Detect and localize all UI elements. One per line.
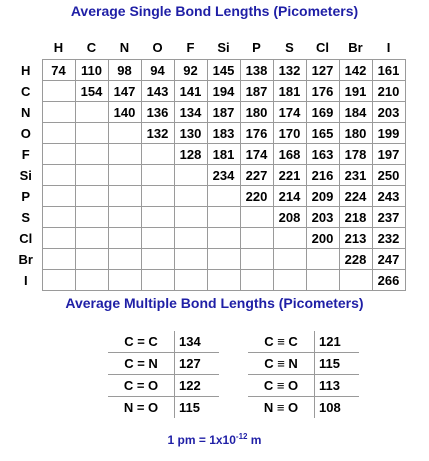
- bond-length-cell: [108, 123, 141, 144]
- bond-length-cell: [207, 228, 240, 249]
- table-row: [248, 375, 359, 397]
- table-row: [10, 186, 405, 207]
- bond-length-cell: 227: [240, 165, 273, 186]
- bond-length-cell: [42, 144, 75, 165]
- column-header: C: [86, 40, 97, 55]
- bond-length-cell: [141, 249, 174, 270]
- bond-length-cell: 142: [339, 60, 372, 81]
- table-row: [248, 331, 359, 353]
- row-header: H: [21, 62, 31, 78]
- bond-length-cell: 168: [273, 144, 306, 165]
- bond-length-cell: [108, 228, 141, 249]
- bond-length-cell: 199: [372, 123, 405, 144]
- bond-length-cell: [306, 270, 339, 291]
- bond-length-cell: 184: [339, 102, 372, 123]
- table-row: [248, 353, 359, 375]
- bond-length-cell: [141, 186, 174, 207]
- column-header: P: [252, 40, 261, 55]
- double-bond-table: [108, 331, 219, 418]
- bond-length-cell: [42, 270, 75, 291]
- bond-length-cell: [108, 186, 141, 207]
- bond-length-cell: [42, 165, 75, 186]
- bond-length: 113: [315, 375, 360, 397]
- bond-length-cell: [207, 186, 240, 207]
- bond-length-cell: [42, 249, 75, 270]
- bond-length: 127: [175, 353, 220, 375]
- bond-length-cell: [174, 207, 207, 228]
- bond-length: 122: [175, 375, 220, 397]
- bond-length: 121: [319, 334, 341, 349]
- bond-length-cell: 134: [174, 102, 207, 123]
- table-row: [10, 207, 405, 228]
- bond-length-cell: [42, 123, 75, 144]
- column-header: F: [186, 40, 195, 55]
- column-header: I: [386, 40, 391, 55]
- bond-length-cell: 132: [273, 60, 306, 81]
- bond-length-cell: [174, 270, 207, 291]
- bond-length-cell: 174: [273, 102, 306, 123]
- bond-length-cell: 141: [174, 81, 207, 102]
- bond-length-cell: 191: [339, 81, 372, 102]
- table-row: [108, 353, 219, 375]
- bond-length-cell: 266: [372, 270, 405, 291]
- bond-length-cell: 232: [372, 228, 405, 249]
- table-row: [248, 397, 359, 419]
- bond-length-cell: 165: [306, 123, 339, 144]
- bond-length-cell: 128: [174, 144, 207, 165]
- bond-length-cell: [240, 270, 273, 291]
- bond-length-cell: 176: [306, 81, 339, 102]
- table-row: [10, 270, 405, 291]
- bond-length-cell: [75, 186, 108, 207]
- bond-length-cell: [108, 249, 141, 270]
- bond-length-cell: [339, 270, 372, 291]
- bond-length-cell: [42, 228, 75, 249]
- bond-length-cell: 130: [174, 123, 207, 144]
- bond-length-cell: 161: [372, 60, 405, 81]
- bond-length-cell: 203: [306, 207, 339, 228]
- column-header: O: [152, 40, 163, 55]
- bond-length-cell: [141, 144, 174, 165]
- bond-length-cell: [240, 207, 273, 228]
- corner-cell: [10, 36, 42, 60]
- bond-length-cell: 209: [306, 186, 339, 207]
- table-row: [10, 60, 405, 81]
- bond-length-cell: 210: [372, 81, 405, 102]
- table-row: [108, 375, 219, 397]
- bond-length-cell: [75, 165, 108, 186]
- bond-length-cell: 178: [339, 144, 372, 165]
- bond-length-cell: 176: [240, 123, 273, 144]
- bond-length-cell: 170: [273, 123, 306, 144]
- bond-length-cell: [75, 207, 108, 228]
- bond-length-cell: 200: [306, 228, 339, 249]
- unit-note-main: 1 pm = 1x10: [167, 433, 236, 447]
- bond-length-cell: [174, 228, 207, 249]
- bond-length-cell: 243: [372, 186, 405, 207]
- table-row: [10, 165, 405, 186]
- row-header: P: [21, 188, 31, 204]
- unit-note-exponent: -12: [235, 432, 248, 441]
- bond-length-cell: 140: [108, 102, 141, 123]
- bond-length-cell: 136: [141, 102, 174, 123]
- bond-length-cell: 138: [240, 60, 273, 81]
- bond-length-cell: [207, 249, 240, 270]
- bond-length-cell: [108, 165, 141, 186]
- row-header: O: [20, 125, 31, 141]
- bond-length-cell: 147: [108, 81, 141, 102]
- bond-length: 115: [315, 353, 360, 375]
- bond-length-cell: [273, 249, 306, 270]
- triple-bond-table: [248, 331, 359, 418]
- bond-length-cell: [42, 186, 75, 207]
- table-row: [108, 397, 219, 419]
- bond-length-cell: [306, 249, 339, 270]
- bond-length-cell: 250: [372, 165, 405, 186]
- bond-length-cell: [75, 144, 108, 165]
- bond-length-cell: 234: [207, 165, 240, 186]
- bond-length-cell: [141, 207, 174, 228]
- table-row: [10, 123, 405, 144]
- bond-length-cell: 154: [75, 81, 108, 102]
- table-row: [10, 228, 405, 249]
- bond-length-cell: [207, 270, 240, 291]
- bond-length-cell: 180: [240, 102, 273, 123]
- bond-length-cell: [240, 249, 273, 270]
- bond-length-cell: 169: [306, 102, 339, 123]
- bond-length-cell: [75, 102, 108, 123]
- bond-length-cell: [75, 228, 108, 249]
- column-header-row: [10, 36, 405, 60]
- bond-length-cell: [141, 228, 174, 249]
- row-header: N: [21, 104, 31, 120]
- bond-label: C = C: [108, 331, 175, 353]
- bond-length-cell: 181: [273, 81, 306, 102]
- bond-length-cell: 92: [174, 60, 207, 81]
- bond-label: C = O: [108, 375, 175, 397]
- bond-label: C ≡ C: [248, 331, 315, 353]
- bond-length-cell: 231: [339, 165, 372, 186]
- bond-length-cell: 203: [372, 102, 405, 123]
- multiple-bond-title: Average Multiple Bond Lengths (Picometers): [65, 295, 364, 311]
- bond-length: 134: [179, 334, 201, 349]
- unit-note: [0, 432, 429, 447]
- bond-length-cell: 208: [273, 207, 306, 228]
- bond-length-cell: 181: [207, 144, 240, 165]
- column-header: S: [285, 40, 294, 55]
- bond-length-cell: 237: [372, 207, 405, 228]
- bond-length-cell: 98: [108, 60, 141, 81]
- bond-length-cell: 220: [240, 186, 273, 207]
- bond-length-cell: [207, 207, 240, 228]
- bond-length-cell: 183: [207, 123, 240, 144]
- bond-length-cell: [174, 249, 207, 270]
- row-header: S: [21, 209, 31, 225]
- bond-length-cell: [42, 207, 75, 228]
- bond-length-cell: [174, 165, 207, 186]
- column-header: Si: [217, 40, 230, 55]
- bond-length-cell: 218: [339, 207, 372, 228]
- bond-length-cell: [75, 270, 108, 291]
- bond-length-cell: 214: [273, 186, 306, 207]
- row-header: F: [21, 146, 30, 162]
- bond-length-cell: [75, 123, 108, 144]
- bond-length-cell: [273, 270, 306, 291]
- bond-length-cell: [108, 144, 141, 165]
- bond-length-cell: [42, 81, 75, 102]
- table-row: [10, 249, 405, 270]
- bond-length-cell: 228: [339, 249, 372, 270]
- bond-length-cell: 163: [306, 144, 339, 165]
- bond-label: C = N: [108, 353, 175, 375]
- row-header: Br: [18, 251, 33, 267]
- bond-length-cell: 180: [339, 123, 372, 144]
- bond-length-cell: 74: [42, 60, 75, 81]
- column-header: Br: [348, 40, 363, 55]
- bond-length-cell: 174: [240, 144, 273, 165]
- bond-length-cell: 213: [339, 228, 372, 249]
- bond-length-cell: [141, 165, 174, 186]
- bond-length: 115: [175, 397, 220, 419]
- table-row: [10, 102, 405, 123]
- bond-label: N = O: [108, 397, 175, 419]
- bond-length-cell: 194: [207, 81, 240, 102]
- column-header: N: [119, 40, 130, 55]
- bond-length-cell: 197: [372, 144, 405, 165]
- bond-length-cell: 132: [141, 123, 174, 144]
- bond-length-cell: 187: [207, 102, 240, 123]
- bond-length-cell: 247: [372, 249, 405, 270]
- bond-length-cell: [273, 228, 306, 249]
- table-row: [10, 144, 405, 165]
- bond-length-cell: 145: [207, 60, 240, 81]
- single-bond-title: Average Single Bond Lengths (Picometers): [70, 3, 359, 19]
- bond-length: 108: [315, 397, 360, 419]
- bond-length-cell: [141, 270, 174, 291]
- bond-length-cell: 127: [306, 60, 339, 81]
- unit-note-unit: m: [247, 433, 262, 447]
- single-bond-table: [10, 36, 406, 291]
- row-header: Cl: [19, 230, 33, 246]
- bond-label: N ≡ O: [248, 397, 315, 419]
- bond-length-cell: [240, 228, 273, 249]
- bond-length-cell: [75, 249, 108, 270]
- bond-length-cell: 221: [273, 165, 306, 186]
- bond-length-cell: 187: [240, 81, 273, 102]
- column-header: Cl: [316, 40, 329, 55]
- bond-length-cell: [174, 186, 207, 207]
- bond-length-cell: 94: [141, 60, 174, 81]
- bond-length-cell: 143: [141, 81, 174, 102]
- bond-length-cell: 110: [75, 60, 108, 81]
- column-header: H: [53, 40, 64, 55]
- bond-label: C ≡ N: [248, 353, 315, 375]
- row-header: C: [21, 83, 31, 99]
- bond-length-cell: 216: [306, 165, 339, 186]
- bond-length-cell: [108, 207, 141, 228]
- row-header: I: [23, 272, 28, 288]
- row-header: Si: [19, 167, 32, 183]
- table-row: [108, 331, 219, 353]
- bond-length-cell: [42, 102, 75, 123]
- bond-length-cell: 224: [339, 186, 372, 207]
- bond-length-cell: [108, 270, 141, 291]
- table-row: [10, 81, 405, 102]
- bond-label: C ≡ O: [248, 375, 315, 397]
